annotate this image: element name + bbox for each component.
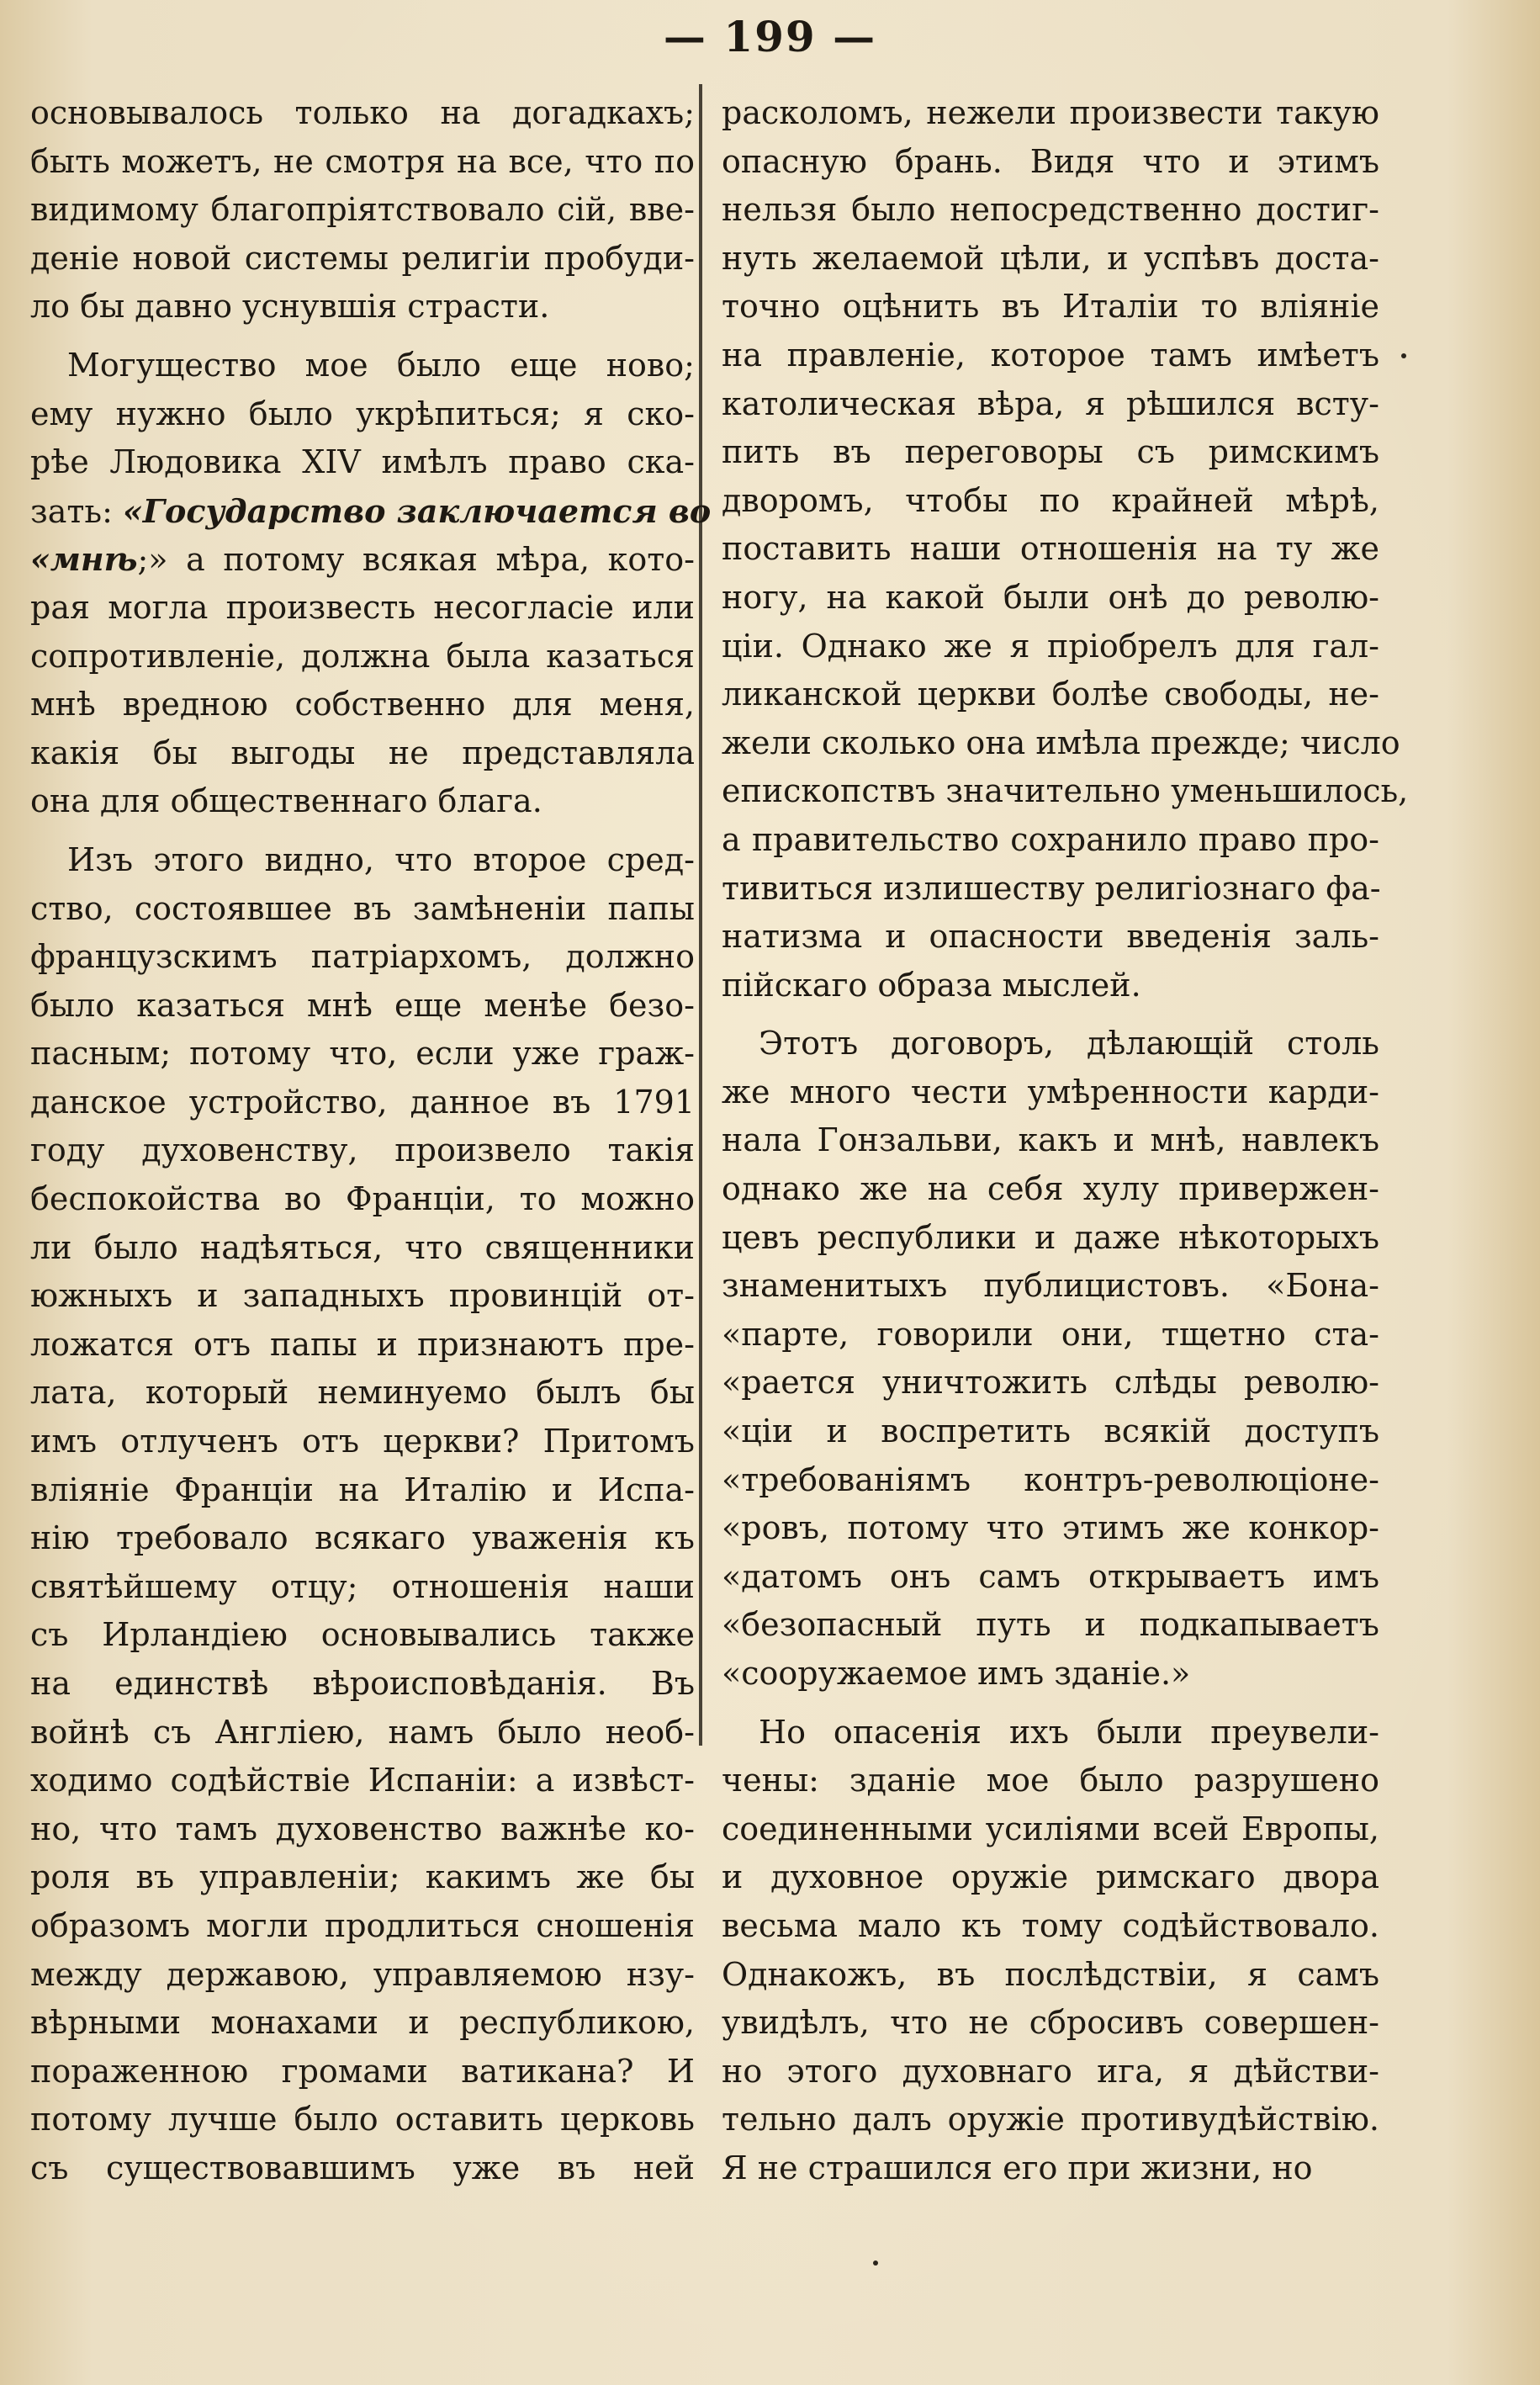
text-line: Но опасенія ихъ были преувели- — [759, 1713, 1379, 1751]
text-line: войнѣ съ Англіею, намъ было необ- — [30, 1713, 695, 1751]
text-line: католическая вѣра, я рѣшился всту- — [722, 384, 1379, 422]
text-line: «сооружаемое имъ зданіе.» — [722, 1655, 1191, 1692]
text-line: она для общественнаго блага. — [30, 782, 542, 820]
text-line: деніе новой системы религіи пробуди- — [30, 239, 695, 277]
text-line: «мнѣ;» а потому всякая мѣра, кото- — [30, 540, 695, 579]
text-line: тельно далъ оружіе противудѣйствію. — [722, 2101, 1379, 2139]
text-line: рая могла произвесть несогласіе или — [30, 588, 695, 626]
text-line: чены: зданіе мое было разрушено — [722, 1762, 1379, 1799]
quoted-phrase: «Государство заключается во — [122, 491, 712, 530]
text-line: Этотъ договоръ, дѣлающій столь — [759, 1025, 1379, 1063]
text-line: Я не страшился его при жизни, но — [722, 2149, 1313, 2186]
text-line: натизма и опасности введенія заль- — [722, 918, 1379, 956]
quoted-phrase: «мнѣ — [30, 540, 138, 579]
text-line: вліяніе Франціи на Италію и Испа- — [30, 1471, 695, 1508]
text-line: съ существовавшимъ уже въ ней — [30, 2149, 695, 2186]
text-line: вѣрными монахами и республикою, — [30, 2004, 695, 2042]
text-line: какія бы выгоды не представляла — [30, 734, 695, 771]
text-line: нуть желаемой цѣли, и успѣвъ доста- — [722, 239, 1379, 277]
text-line: съ Ирландіею основывались также — [30, 1616, 695, 1654]
text-line: поставить наши отношенія на ту же — [722, 530, 1379, 568]
text-line: но этого духовнаго ига, я дѣйстви- — [722, 2052, 1379, 2090]
text-line: «парте, говорили они, тщетно ста- — [722, 1315, 1379, 1353]
text-line: данское устройство, данное въ 1791 — [30, 1083, 695, 1121]
text-line: соединенными усиліями всей Европы, — [722, 1810, 1379, 1847]
text-line: было казаться мнѣ еще менѣе безо- — [30, 986, 695, 1024]
text-line: имъ отлученъ отъ церкви? Притомъ — [30, 1423, 695, 1460]
text-line: святѣйшему отцу; отношенія наши — [30, 1567, 695, 1605]
text-line: расколомъ, нежели произвести такую — [722, 94, 1379, 131]
text-line: а правительство сохранило право про- — [722, 820, 1379, 858]
text-line: видимому благопріятствовало сій, вве- — [30, 191, 695, 229]
text-line: нала Гонзальви, какъ и мнѣ, навлекъ — [722, 1121, 1379, 1159]
text-line: ло бы давно уснувшія страсти. — [30, 288, 550, 326]
text-line: ство, состоявшее въ замѣненіи папы — [30, 889, 695, 927]
text-line: беспокойства во Франціи, то можно — [30, 1180, 695, 1218]
text-line: ціи. Однако же я пріобрелъ для гал- — [722, 627, 1379, 665]
text-line: «датомъ онъ самъ открываетъ имъ — [722, 1557, 1379, 1595]
text-line: французскимъ патріархомъ, должно — [30, 938, 695, 976]
text-line: пасным; потому что, если уже граж- — [30, 1035, 695, 1073]
text-line: увидѣлъ, что не сбросивъ совершен- — [722, 2004, 1379, 2042]
text-line: образомъ могли продлиться сношенія — [30, 1906, 695, 1944]
text-line: нію требовало всякаго уваженія къ — [30, 1519, 695, 1557]
text-line: ли было надѣяться, что священники — [30, 1228, 695, 1266]
text-line: Однакожъ, въ послѣдствіи, я самъ — [722, 1955, 1379, 1993]
paragraph-gap — [30, 331, 695, 342]
text-line: жели сколько она имѣла прежде; число — [722, 723, 1400, 761]
ink-speck — [1401, 353, 1406, 358]
text-line: знаменитыхъ публицистовъ. «Бона- — [722, 1267, 1379, 1305]
text-line: точно оцѣнить въ Италіи то вліяніе — [722, 288, 1379, 326]
text-line: ликанской церкви болѣе свободы, не- — [722, 676, 1379, 713]
text-line: же много чести умѣренности карди- — [722, 1073, 1379, 1110]
paragraph-gap — [722, 1010, 1379, 1020]
text-line: «требованіямъ контръ-революціоне- — [722, 1460, 1379, 1498]
left-column — [30, 89, 712, 2193]
text-line: Могущество мое было еще ново; — [67, 346, 695, 384]
text-line: «рается уничтожить слѣды револю- — [722, 1364, 1379, 1402]
text-line: на единствѣ вѣроисповѣданія. Въ — [30, 1665, 695, 1702]
text-line: нельзя было непосредственно достиг- — [722, 191, 1379, 229]
text-line: Изъ этого видно, что второе сред- — [67, 840, 695, 878]
text-line: южныхъ и западныхъ провинцій от- — [30, 1277, 695, 1315]
text-line: основывалось только на догадкахъ; — [30, 94, 695, 131]
text-line: но, что тамъ духовенство важнѣе ко- — [30, 1810, 695, 1847]
text-line: опасную брань. Видя что и этимъ — [722, 142, 1379, 180]
text-line: пораженною громами ватикана? И — [30, 2052, 695, 2090]
text-line: ему нужно было укрѣпиться; я ско- — [30, 395, 695, 432]
text-line: рѣе Людовика XIV имѣлъ право ска- — [30, 443, 695, 481]
ink-speck — [873, 2260, 878, 2266]
text-line: мнѣ вредною собственно для меня, — [30, 686, 695, 723]
text-line: весьма мало къ тому содѣйствовало. — [722, 1906, 1379, 1944]
text-line: однако же на себя хулу привержен- — [722, 1170, 1379, 1208]
right-column — [722, 89, 1409, 2193]
text-line: и духовное оружіе римскаго двора — [722, 1858, 1379, 1896]
text-line: на правленіе, которое тамъ имѣетъ — [722, 336, 1379, 374]
column-divider — [699, 84, 702, 1746]
paragraph-gap — [722, 1699, 1379, 1709]
text-line: пить въ переговоры съ римскимъ — [722, 433, 1379, 471]
text-line: дворомъ, чтобы по крайней мѣрѣ, — [722, 481, 1379, 519]
text-line: пійскаго образа мыслей. — [722, 966, 1141, 1004]
page-number: — 199 — — [663, 12, 877, 61]
text-line: роля въ управленіи; какимъ же бы — [30, 1858, 695, 1896]
text-line: ложатся отъ папы и признаютъ пре- — [30, 1325, 695, 1363]
text-line: «ровъ, потому что этимъ же конкор- — [722, 1509, 1379, 1547]
paragraph-gap — [30, 826, 695, 836]
text-line: лата, который неминуемо былъ бы — [30, 1374, 695, 1412]
text-line: ногу, на какой были онѣ до револю- — [722, 578, 1379, 616]
text-line: тивиться излишеству религіознаго фа- — [722, 869, 1381, 907]
text-line: сопротивленіе, должна была казаться — [30, 637, 695, 675]
text-line: «ціи и воспретить всякій доступъ — [722, 1412, 1379, 1450]
text-line: «безопасный путь и подкапываетъ — [722, 1606, 1379, 1644]
text-line: зать: «Государство заключается во — [30, 491, 712, 530]
text-line: потому лучше было оставить церковь — [30, 2101, 695, 2139]
text-line: епископствъ значительно уменьшилось, — [722, 772, 1409, 810]
text-line: цевъ республики и даже нѣкоторыхъ — [722, 1218, 1379, 1256]
text-line: между державою, управляемою нзу- — [30, 1955, 695, 1993]
text-line: году духовенству, произвело такія — [30, 1132, 695, 1169]
text-line: быть можетъ, не смотря на все, что по — [30, 142, 695, 180]
text-line: ходимо содѣйствіе Испаніи: а извѣст- — [30, 1762, 695, 1799]
